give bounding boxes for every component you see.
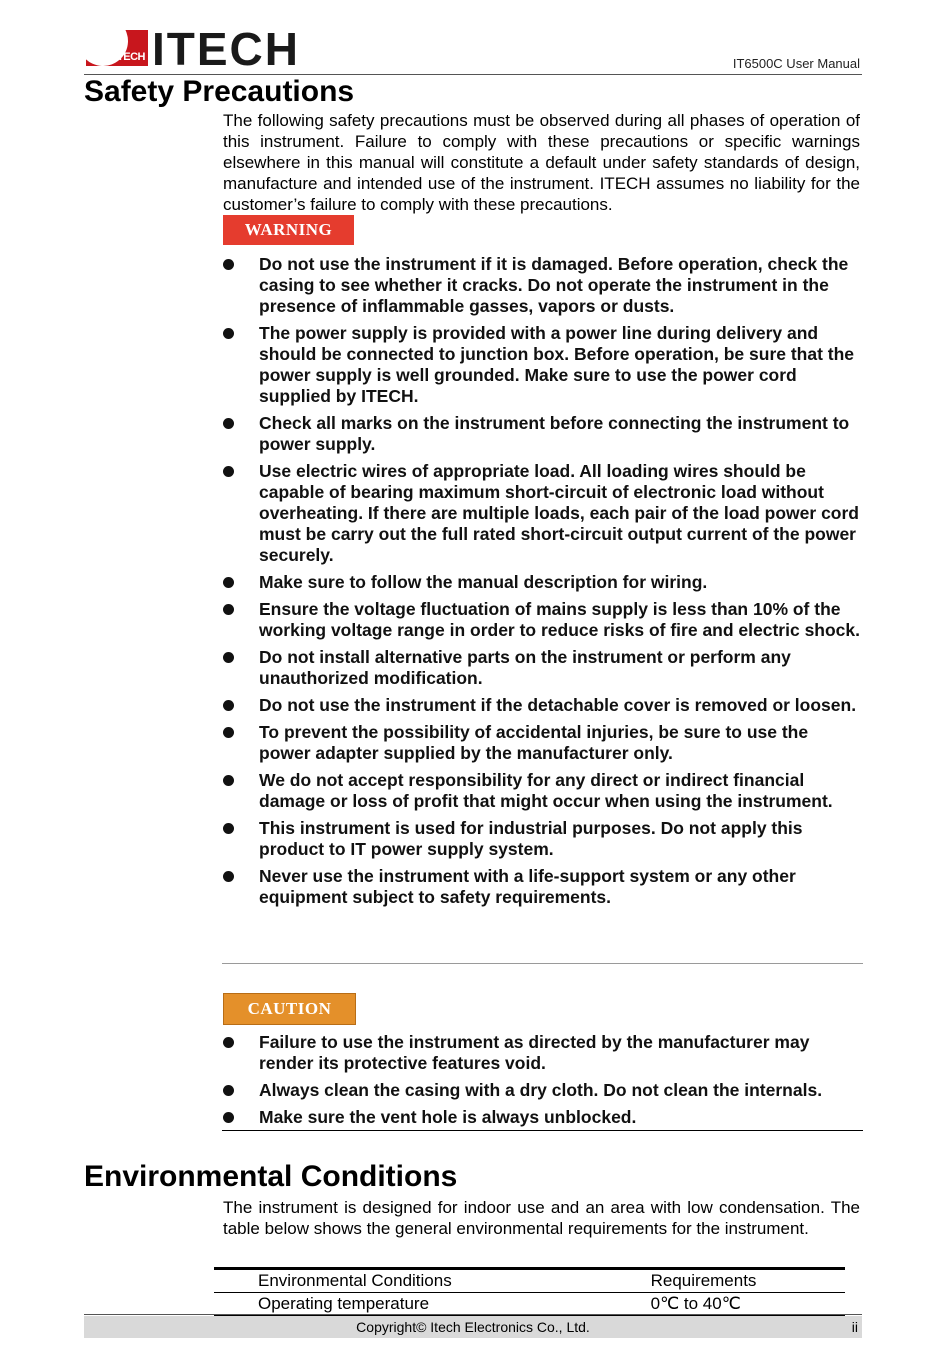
warning-list bbox=[223, 254, 863, 914]
environment-table bbox=[214, 1267, 845, 1316]
caution-item-text: Always clean the casing with a dry cloth. Do not clean the internals. bbox=[259, 1080, 823, 1100]
warning-item-text: Do not use the instrument if it is damaged. Before operation, check the casing to see whether it cracks. Do not operate the instrument in the presence of inflammable gasses, vapors or dusts. bbox=[259, 254, 849, 316]
itech-logo bbox=[86, 23, 301, 75]
warning-item bbox=[223, 254, 863, 317]
warning-item-text: Use electric wires of appropriate load. All loading wires should be capable of bearing maximum short-circuit of electronic load without overheating. If there are multiple loads, each pair of the load power cord must be carry out the full rated short-circuit output current of the power securely. bbox=[259, 461, 859, 565]
bullet-icon bbox=[223, 466, 234, 477]
caution-badge: CAUTION bbox=[223, 993, 356, 1025]
warning-item bbox=[223, 599, 863, 641]
caution-item bbox=[223, 1032, 863, 1074]
warning-item-text: The power supply is provided with a power line during delivery and should be connected to junction box. Before operation, be sure that the power supply is well grounded. Make sure to use the power cord supplied by ITECH. bbox=[259, 323, 855, 406]
table-header-cell: Environmental Conditions bbox=[214, 1269, 651, 1293]
table-header-cell: Requirements bbox=[651, 1269, 845, 1293]
bullet-icon bbox=[223, 727, 234, 738]
warning-item-text: Make sure to follow the manual description for wiring. bbox=[259, 572, 708, 592]
warning-item bbox=[223, 770, 863, 812]
warning-item bbox=[223, 647, 863, 689]
bullet-icon bbox=[223, 577, 234, 588]
table-row bbox=[214, 1293, 845, 1316]
copyright-text: Copyright© Itech Electronics Co., Ltd. bbox=[356, 1319, 590, 1335]
warning-item-text: We do not accept responsibility for any direct or indirect financial damage or loss of profit that might occur when using the instrument. bbox=[259, 770, 833, 811]
bullet-icon bbox=[223, 700, 234, 711]
document-title: IT6500C User Manual bbox=[732, 56, 860, 71]
caution-item-text: Failure to use the instrument as directed by the manufacturer may render its protective features void. bbox=[259, 1032, 810, 1073]
warning-badge: WARNING bbox=[223, 215, 354, 245]
warning-divider bbox=[222, 963, 863, 964]
warning-item bbox=[223, 413, 863, 455]
warning-item bbox=[223, 722, 863, 764]
logo-small-text: ITECH bbox=[114, 51, 145, 63]
caution-item bbox=[223, 1107, 863, 1128]
bullet-icon bbox=[223, 823, 234, 834]
logo-mark-icon bbox=[86, 30, 148, 66]
table-header-row bbox=[214, 1269, 845, 1293]
warning-item bbox=[223, 323, 863, 407]
bullet-icon bbox=[223, 604, 234, 615]
bullet-icon bbox=[223, 652, 234, 663]
warning-item-text: To prevent the possibility of accidental injuries, be sure to use the power adapter supplied by the manufacturer only. bbox=[259, 722, 809, 763]
safety-intro: The following safety precautions must be observed during all phases of operation of this instrument. Failure to comply with these precautions or specific warnings elsewhere in this manual will constitute a default under safety standards of design, manufacture and intended use of the instrument. ITECH assumes no liability for the customer’s failure to comply with these precautions. bbox=[223, 111, 860, 214]
warning-item bbox=[223, 866, 863, 908]
environment-heading: Environmental Conditions bbox=[84, 1160, 458, 1193]
logo-wordmark: ITECH bbox=[152, 23, 300, 75]
caution-list bbox=[223, 1032, 863, 1134]
caution-item-text: Make sure the vent hole is always unblocked. bbox=[259, 1107, 637, 1127]
warning-item bbox=[223, 695, 863, 716]
bullet-icon bbox=[223, 328, 234, 339]
warning-item-text: Do not use the instrument if the detachable cover is removed or loosen. bbox=[259, 695, 857, 715]
warning-item-text: Ensure the voltage fluctuation of mains supply is less than 10% of the working voltage range in order to reduce risks of fire and electric shock. bbox=[259, 599, 861, 640]
bullet-icon bbox=[223, 871, 234, 882]
warning-item-text: Do not install alternative parts on the instrument or perform any unauthorized modification. bbox=[259, 647, 791, 688]
bullet-icon bbox=[223, 775, 234, 786]
bullet-icon bbox=[223, 1112, 234, 1123]
table-cell: 0℃ to 40℃ bbox=[651, 1293, 845, 1316]
warning-item bbox=[223, 461, 863, 566]
bullet-icon bbox=[223, 1037, 234, 1048]
warning-item bbox=[223, 572, 863, 593]
warning-item-text: This instrument is used for industrial purposes. Do not apply this product to IT power supply system. bbox=[259, 818, 803, 859]
table-cell: Operating temperature bbox=[214, 1293, 651, 1316]
caution-divider bbox=[222, 1130, 863, 1131]
safety-heading: Safety Precautions bbox=[84, 75, 355, 108]
page-number: ii bbox=[851, 1319, 858, 1335]
environment-intro: The instrument is designed for indoor use and an area with low condensation. The table below shows the general environmental requirements for the instrument. bbox=[223, 1198, 860, 1238]
bullet-icon bbox=[223, 418, 234, 429]
warning-item-text: Never use the instrument with a life-support system or any other equipment subject to safety requirements. bbox=[259, 866, 796, 907]
footer-divider bbox=[84, 1314, 862, 1315]
bullet-icon bbox=[223, 259, 234, 270]
bullet-icon bbox=[223, 1085, 234, 1096]
warning-item bbox=[223, 818, 863, 860]
page-footer bbox=[84, 1316, 862, 1338]
caution-item bbox=[223, 1080, 863, 1101]
warning-item-text: Check all marks on the instrument before connecting the instrument to power supply. bbox=[259, 413, 850, 454]
